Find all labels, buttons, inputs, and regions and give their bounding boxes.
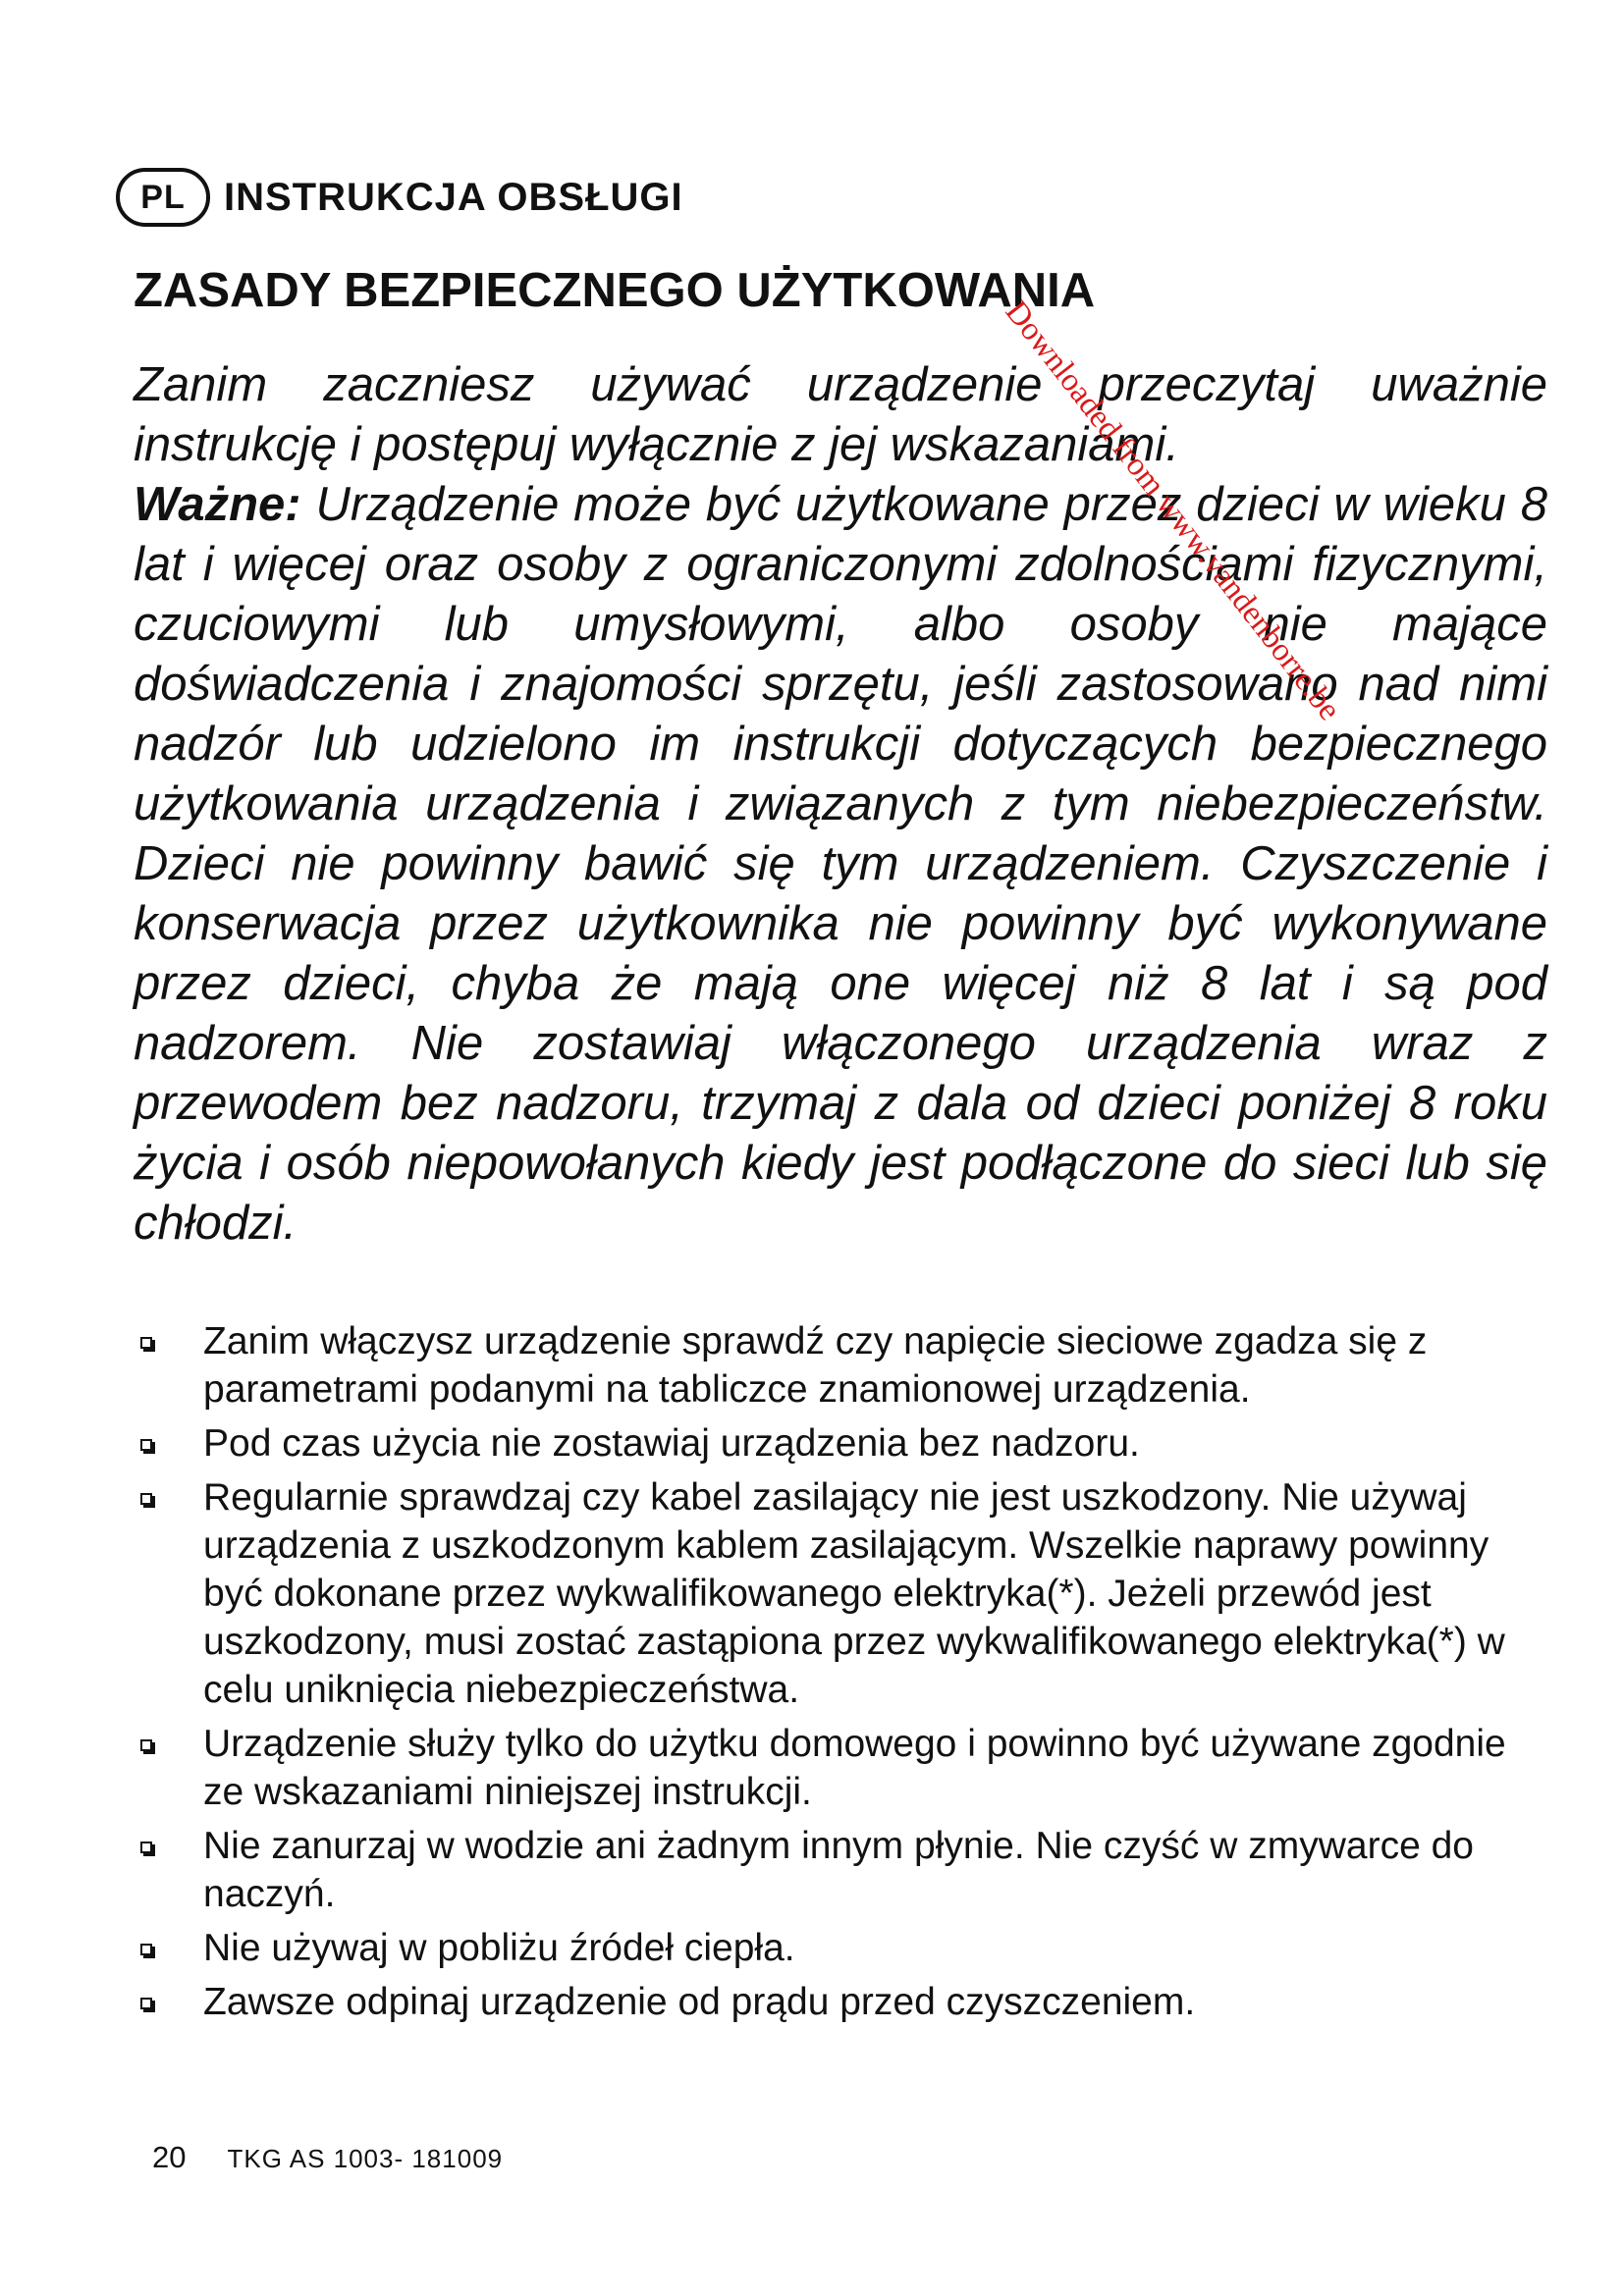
checkbox-bullet-icon <box>140 1493 152 1505</box>
document-code: TKG AS 1003- 181009 <box>227 2144 504 2173</box>
checkbox-bullet-icon <box>140 1842 152 1853</box>
list-item: Zanim włączysz urządzenie sprawdź czy napięcie sieciowe zgadza się z parametrami podanymi na tabliczce znamionowej urządzenia. <box>123 1317 1517 1414</box>
checkbox-bullet-icon <box>140 1739 152 1751</box>
checkbox-bullet-icon <box>140 1439 152 1451</box>
download-watermark: Downloaded from www.vandenborre.be <box>998 294 1348 727</box>
checkbox-bullet-icon <box>140 1944 152 1955</box>
important-text: Urządzenie może być użytkowane przez dzieci w wieku 8 lat i więcej oraz osoby z ograniczonymi zdolnościami fizycznymi, czuciowymi lub umysłowymi, albo osoby nie mające doświadczenia i znajomości sprzętu, jeśli zastosowano nad nimi nadzór lub udzielono im instrukcji dotyczących bezpiecznego użytkowania urządzenia i związanych z tym niebezpieczeństw. Dzieci nie powinny bawić się tym urządzeniem. Czyszczenie i konserwacja przez użytkownika nie powinny być wykonywane przez dzieci, chyba że mają one więcej niż 8 lat i są pod nadzorem. Nie zostawiaj włączonego urządzenia wraz z przewodem bez nadzoru, trzymaj z dala od dzieci poniżej 8 roku życia i osób niepowołanych kiedy jest podłączone do sieci lub się chłodzi. <box>134 478 1547 1250</box>
intro-first-sentence: Zanim zaczniesz używać urządzenie przeczytaj uważnie instrukcję i postępuj wyłącznie z jej wskazaniami. <box>134 358 1547 471</box>
page-header <box>116 163 683 232</box>
page-number: 20 <box>152 2140 187 2174</box>
list-item: Pod czas użycia nie zostawiaj urządzenia bez nadzoru. <box>123 1419 1517 1468</box>
safety-list <box>123 1317 1517 2032</box>
checkbox-bullet-icon <box>140 1998 152 2009</box>
list-item: Nie używaj w pobliżu źródeł ciepła. <box>123 1924 1517 1972</box>
list-item: Zawsze odpinaj urządzenie od prądu przed czyszczeniem. <box>123 1978 1517 2026</box>
list-item: Urządzenie służy tylko do użytku domowego i powinno być używane zgodnie ze wskazaniami niniejszej instrukcji. <box>123 1720 1517 1816</box>
page-footer <box>152 2140 503 2175</box>
checkbox-bullet-icon <box>140 1337 152 1349</box>
list-item: Nie zanurzaj w wodzie ani żadnym innym płynie. Nie czyść w zmywarce do naczyń. <box>123 1822 1517 1918</box>
important-lead: Ważne: <box>134 478 301 531</box>
list-item: Regularnie sprawdzaj czy kabel zasilający nie jest uszkodzony. Nie używaj urządzenia z uszkodzonym kablem zasilającym. Wszelkie naprawy powinny być dokonane przez wykwalifikowanego elektryka(*). Jeżeli przewód jest uszkodzony, musi zostać zastąpiona przez wykwalifikowanego elektryka(*) w celu uniknięcia niebezpieczeństwa. <box>123 1473 1517 1714</box>
section-title: ZASADY BEZPIECZNEGO UŻYTKOWANIA <box>134 264 1096 317</box>
language-badge: PL <box>116 168 210 227</box>
intro-paragraph <box>134 355 1547 1254</box>
safety-intro <box>134 355 1547 1254</box>
manual-title: INSTRUKCJA OBSŁUGI <box>224 175 683 219</box>
